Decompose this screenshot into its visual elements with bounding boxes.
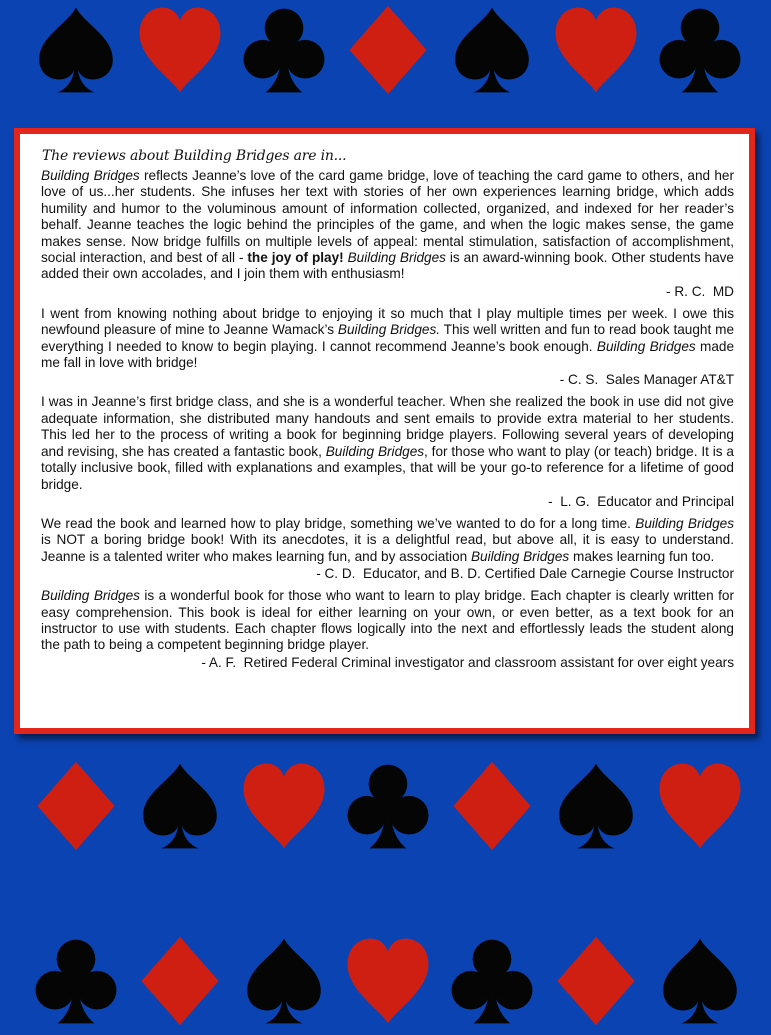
review-text	[41, 168, 734, 283]
diamond-icon	[30, 760, 122, 852]
reviews-list	[41, 168, 734, 671]
book-title: Building Bridges	[325, 443, 425, 459]
review-segment: I was in Jeanne’s first bridge class, and she is a wonderful teacher. When she realized the book in use did not give adequate information, she distributed many handouts and sent emails to provide extra material to her students. This led her to the process of writing a book for beginning bridge players. Following several years of developing and revising, she has created a fantastic book,	[41, 394, 734, 459]
review-text	[41, 306, 734, 372]
review-attribution: - R. C. MD	[666, 283, 734, 299]
review-segment: We read the book and learned how to play bridge, something we’ve wanted to do for a long time.	[41, 515, 636, 531]
heart-icon	[134, 4, 226, 96]
heart-icon	[238, 760, 330, 852]
review-segment: makes learning fun too.	[569, 548, 715, 564]
spade-icon	[446, 4, 538, 96]
spade-icon	[30, 4, 122, 96]
review-segment: is NOT a boring bridge book! With its anecdotes, it is a delightful read, but above all, it is easy to understand. Jeanne is a talented writer who makes learning fun, and by association	[41, 532, 734, 564]
review-segment: reflects Jeanne’s love of the card game bridge, love of teaching the card game to others, and her love of us...her students. She infuses her text with stories of her own experiences learning bridge, which adds humility and humor to the voluminous amount of information collected, organized, and indexed for her reader’s behalf. Jeanne teaches the logic behind the principles of the game, and when the logic makes sense, the game makes sense. Now bridge fulfills on multiple levels of appeal: mental stimulation, satisfaction of accomplishment, social interaction, and best of all -	[41, 168, 734, 266]
diamond-icon	[134, 935, 226, 1027]
review-attribution: - A. F. Retired Federal Criminal investigator and classroom assistant for over eight years	[201, 654, 734, 670]
heart-icon	[654, 760, 746, 852]
reviews-panel	[14, 128, 755, 734]
reviews-heading: The reviews about Building Bridges are in...	[42, 148, 347, 164]
review-attribution: - C. S. Sales Manager AT&T	[559, 372, 734, 388]
book-title: Building Bridges	[470, 548, 570, 564]
spade-icon	[654, 935, 746, 1027]
club-icon	[342, 760, 434, 852]
club-icon	[30, 935, 122, 1027]
reviews-content	[41, 148, 734, 677]
review-attribution: - L. G. Educator and Principal	[548, 493, 734, 509]
heart-icon	[550, 4, 642, 96]
review-attribution: - C. D. Educator, and B. D. Certified Dale Carnegie Course Instructor	[316, 566, 734, 582]
club-icon	[238, 4, 330, 96]
spade-icon	[550, 760, 642, 852]
review-segment: is an award-winning book. Other students have added their own accolades, and I join them with enthusiasm!	[41, 250, 734, 282]
book-title: Building Bridges.	[337, 322, 441, 338]
book-title: Building Bridges	[635, 515, 734, 531]
review-segment: This well written and fun to read book taught me everything I needed to know to begin playing. I cannot recommend Jeanne’s book enough.	[41, 322, 734, 354]
diamond-icon	[342, 4, 434, 96]
club-icon	[446, 935, 538, 1027]
review-text	[41, 394, 734, 492]
review-segment: , for those who want to play (or teach) bridge. It is a totally inclusive book, filled with explanations and examples, that will be your go-to reference for a lifetime of good bridge.	[41, 443, 734, 492]
review-segment: made me fall in love with bridge!	[41, 338, 735, 371]
book-title: Building Bridges	[347, 250, 446, 266]
review-text	[41, 516, 734, 565]
suit-row-top	[0, 4, 771, 104]
review-segment: is a wonderful book for those who want to learn to play bridge. Each chapter is clearly written for easy comprehension. This book is ideal for either learning on your own, or even better, as a text book for an instructor to use with students. Each chapter flows logically into the next and effortlessly leads the student along the path to being a competent beginning bridge player.	[41, 588, 734, 653]
spade-icon	[238, 935, 330, 1027]
book-title: Building Bridges	[596, 338, 696, 354]
emphasis-text: the joy of play!	[247, 250, 344, 266]
suit-row-middle	[0, 760, 771, 860]
heart-icon	[342, 935, 434, 1027]
book-title: Building Bridges	[41, 168, 140, 183]
spade-icon	[134, 760, 226, 852]
book-title: Building Bridges	[41, 588, 140, 604]
suit-row-bottom	[0, 935, 771, 1035]
diamond-icon	[550, 935, 642, 1027]
diamond-icon	[446, 760, 538, 852]
review-segment: I went from knowing nothing about bridge to enjoying it so much that I play multiple times per week. I owe this newfound pleasure of mine to Jeanne Wamack’s	[41, 305, 734, 338]
review-text	[41, 588, 734, 654]
club-icon	[654, 4, 746, 96]
